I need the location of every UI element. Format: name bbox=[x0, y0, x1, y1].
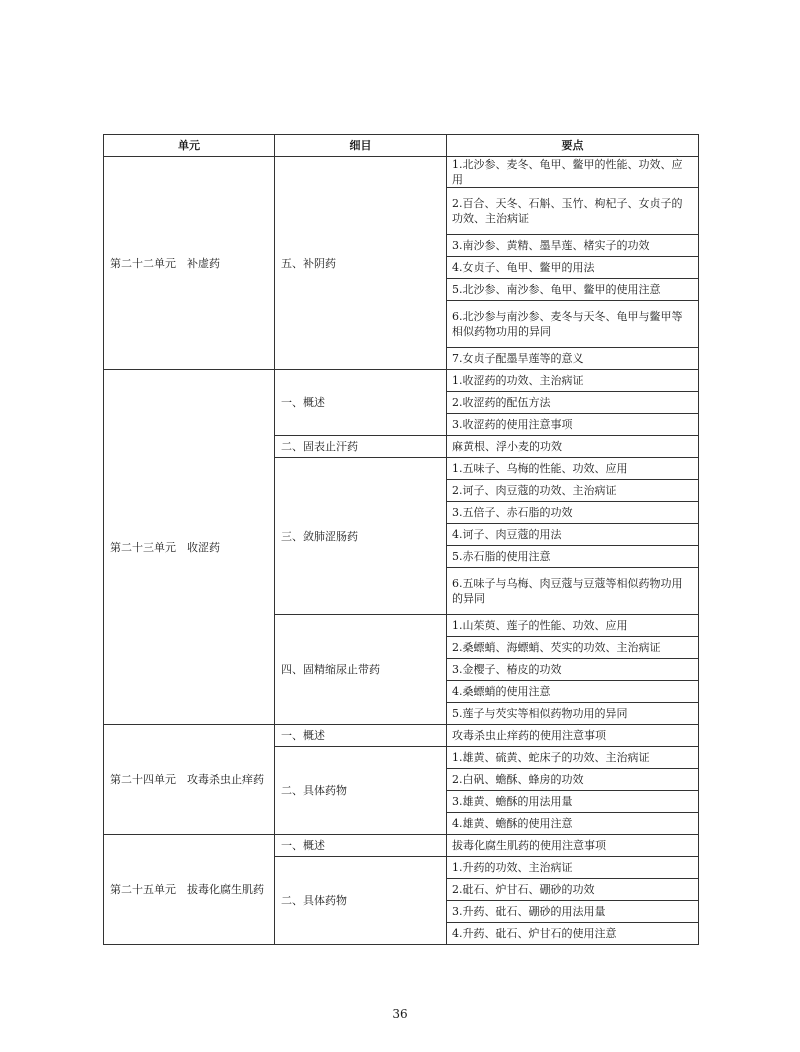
table-row bbox=[104, 370, 699, 392]
keypoint-cell: 1.山茱萸、莲子的性能、功效、应用 bbox=[447, 615, 699, 637]
subitem-cell: 五、补阴药 bbox=[275, 157, 447, 370]
keypoint-cell: 4.诃子、肉豆蔻的用法 bbox=[447, 524, 699, 546]
table-row bbox=[104, 835, 699, 857]
header-row bbox=[104, 135, 699, 157]
table-row bbox=[104, 725, 699, 747]
keypoint-cell: 2.砒石、炉甘石、硼砂的功效 bbox=[447, 879, 699, 901]
keypoint-cell: 3.收涩药的使用注意事项 bbox=[447, 414, 699, 436]
keypoint-cell: 4.雄黄、蟾酥的使用注意 bbox=[447, 813, 699, 835]
keypoint-cell: 3.升药、砒石、硼砂的用法用量 bbox=[447, 901, 699, 923]
keypoint-cell: 7.女贞子配墨旱莲等的意义 bbox=[447, 348, 699, 370]
unit-cell: 第二十二单元 补虚药 bbox=[104, 157, 275, 370]
keypoint-cell: 3.雄黄、蟾酥的用法用量 bbox=[447, 791, 699, 813]
subitem-cell: 四、固精缩尿止带药 bbox=[275, 615, 447, 725]
unit-cell: 第二十四单元 攻毒杀虫止痒药 bbox=[104, 725, 275, 835]
header-keypoint: 要点 bbox=[447, 135, 699, 157]
keypoint-cell: 5.莲子与芡实等相似药物功用的异同 bbox=[447, 703, 699, 725]
subitem-cell: 一、概述 bbox=[275, 370, 447, 436]
keypoint-cell: 5.北沙参、南沙参、龟甲、鳖甲的使用注意 bbox=[447, 279, 699, 301]
subitem-cell: 一、概述 bbox=[275, 835, 447, 857]
keypoint-cell: 1.北沙参、麦冬、龟甲、鳖甲的性能、功效、应用 bbox=[447, 157, 699, 188]
keypoint-cell: 3.五倍子、赤石脂的功效 bbox=[447, 502, 699, 524]
keypoint-cell: 2.百合、天冬、石斛、玉竹、枸杞子、女贞子的功效、主治病证 bbox=[447, 188, 699, 235]
syllabus-table bbox=[103, 134, 699, 945]
page-number: 36 bbox=[392, 1007, 408, 1021]
keypoint-cell: 2.桑螵蛸、海螵蛸、芡实的功效、主治病证 bbox=[447, 637, 699, 659]
subitem-cell: 二、具体药物 bbox=[275, 747, 447, 835]
keypoint-cell: 2.诃子、肉豆蔻的功效、主治病证 bbox=[447, 480, 699, 502]
keypoint-cell: 5.赤石脂的使用注意 bbox=[447, 546, 699, 568]
keypoint-cell: 6.五味子与乌梅、肉豆蔻与豆蔻等相似药物功用的异同 bbox=[447, 568, 699, 615]
keypoint-cell: 1.升药的功效、主治病证 bbox=[447, 857, 699, 879]
header-subitem: 细目 bbox=[275, 135, 447, 157]
unit-cell: 第二十三单元 收涩药 bbox=[104, 370, 275, 725]
keypoint-cell: 1.雄黄、硫黄、蛇床子的功效、主治病证 bbox=[447, 747, 699, 769]
keypoint-cell: 拔毒化腐生肌药的使用注意事项 bbox=[447, 835, 699, 857]
subitem-cell: 一、概述 bbox=[275, 725, 447, 747]
keypoint-cell: 2.白矾、蟾酥、蜂房的功效 bbox=[447, 769, 699, 791]
keypoint-cell: 4.升药、砒石、炉甘石的使用注意 bbox=[447, 923, 699, 945]
keypoint-cell: 4.桑螵蛸的使用注意 bbox=[447, 681, 699, 703]
subitem-cell: 二、固表止汗药 bbox=[275, 436, 447, 458]
keypoint-cell: 1.收涩药的功效、主治病证 bbox=[447, 370, 699, 392]
header-unit: 单元 bbox=[104, 135, 275, 157]
keypoint-cell: 6.北沙参与南沙参、麦冬与天冬、龟甲与鳖甲等相似药物功用的异同 bbox=[447, 301, 699, 348]
keypoint-cell: 3.金樱子、椿皮的功效 bbox=[447, 659, 699, 681]
keypoint-cell: 2.收涩药的配伍方法 bbox=[447, 392, 699, 414]
keypoint-cell: 攻毒杀虫止痒药的使用注意事项 bbox=[447, 725, 699, 747]
keypoint-cell: 4.女贞子、龟甲、鳖甲的用法 bbox=[447, 257, 699, 279]
keypoint-cell: 1.五味子、乌梅的性能、功效、应用 bbox=[447, 458, 699, 480]
keypoint-cell: 麻黄根、浮小麦的功效 bbox=[447, 436, 699, 458]
keypoint-cell: 3.南沙参、黄精、墨旱莲、楮实子的功效 bbox=[447, 235, 699, 257]
unit-cell: 第二十五单元 拔毒化腐生肌药 bbox=[104, 835, 275, 945]
subitem-cell: 二、具体药物 bbox=[275, 857, 447, 945]
subitem-cell: 三、敛肺涩肠药 bbox=[275, 458, 447, 615]
table-row bbox=[104, 157, 699, 188]
